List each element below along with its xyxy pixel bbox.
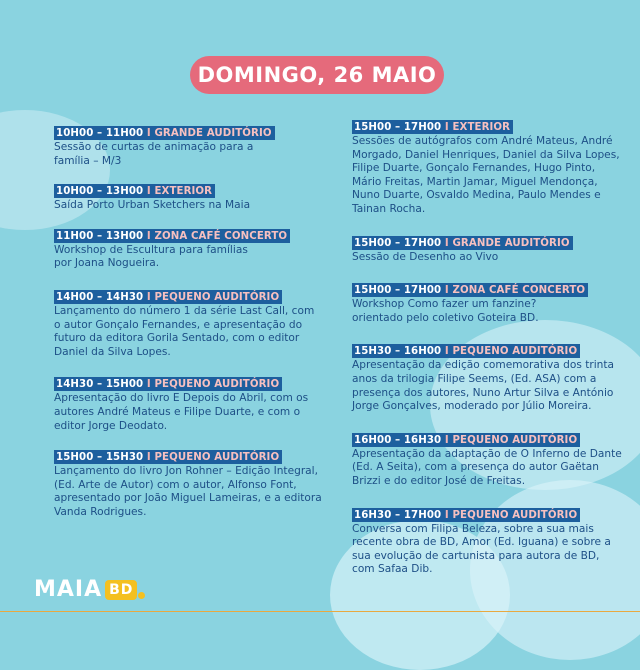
event-place: ZONA CAFÉ CONCERTO bbox=[154, 230, 288, 242]
event-time: 10H00 – 13H00 bbox=[56, 186, 144, 198]
event-item bbox=[54, 179, 324, 213]
event-item bbox=[352, 503, 622, 577]
event-time: 15H30 – 16H00 bbox=[354, 346, 442, 358]
event-heading bbox=[54, 450, 282, 464]
event-description: Apresentação da edição comemorativa dos trinta anos da trilogia Filipe Seems, (Ed. ASA) com a presença dos autores, Nuno Artur Silva e António Jorge Gonçalves, moderado por Júlio Moreira. bbox=[352, 359, 615, 413]
event-description: Lançamento do livro Jon Rohner – Edição Integral, (Ed. Arte de Autor) com o autor, Alfonso Font, apresentado por João Miguel Lameiras, e a editora Vanda Rodrigues. bbox=[54, 465, 322, 518]
event-description: Sessão de curtas de animação para a família – M/3 bbox=[54, 141, 254, 167]
event-description: Workshop de Escultura para famílias por Joana Nogueira. bbox=[54, 243, 248, 270]
page-title: DOMINGO, 26 MAIO bbox=[190, 56, 444, 94]
event-item bbox=[352, 428, 622, 489]
logo-badge: BD bbox=[105, 580, 137, 600]
event-heading bbox=[352, 344, 580, 358]
event-separator: I bbox=[444, 346, 449, 358]
event-heading bbox=[54, 377, 282, 391]
event-description: Lançamento do número 1 da série Last Call, com o autor Gonçalo Fernandes, e apresentação do futuro da editora Gorila Sentado, com o editor Daniel da Silva Lopes. bbox=[54, 304, 315, 358]
logo-dot-icon bbox=[138, 592, 145, 599]
event-time: 15H00 – 17H00 bbox=[354, 237, 442, 249]
event-item bbox=[352, 339, 622, 413]
event-separator: I bbox=[444, 237, 449, 249]
event-item bbox=[54, 285, 324, 359]
event-description: Workshop Como fazer um fanzine? orientado pelo coletivo Goteira BD. bbox=[352, 298, 539, 324]
event-place: PEQUENO AUDITÓRIO bbox=[452, 509, 578, 521]
event-description: Saída Porto Urban Sketchers na Maia bbox=[54, 199, 251, 212]
event-separator: I bbox=[146, 186, 151, 198]
event-time: 16H30 – 17H00 bbox=[354, 509, 442, 521]
event-time: 10H00 – 11H00 bbox=[56, 128, 144, 139]
event-place: ZONA CAFÉ CONCERTO bbox=[452, 285, 586, 297]
event-separator: I bbox=[146, 128, 151, 139]
event-separator: I bbox=[146, 291, 151, 303]
event-separator: I bbox=[444, 434, 449, 446]
event-time: 16H00 – 16H30 bbox=[354, 434, 442, 446]
event-time: 15H00 – 17H00 bbox=[354, 122, 442, 133]
event-heading bbox=[352, 433, 580, 447]
event-place: PEQUENO AUDITÓRIO bbox=[154, 379, 280, 391]
event-heading bbox=[54, 184, 215, 198]
event-item bbox=[54, 121, 324, 168]
event-heading bbox=[352, 120, 513, 134]
event-heading bbox=[54, 290, 282, 304]
event-place: PEQUENO AUDITÓRIO bbox=[452, 346, 578, 358]
event-item bbox=[352, 278, 622, 325]
maia-bd-logo bbox=[34, 577, 145, 602]
event-time: 15H00 – 17H00 bbox=[354, 285, 442, 297]
event-item bbox=[54, 224, 324, 271]
event-separator: I bbox=[146, 230, 151, 242]
event-description: Sessão de Desenho ao Vivo bbox=[352, 250, 499, 263]
bottom-divider bbox=[0, 611, 640, 612]
event-place: EXTERIOR bbox=[452, 122, 511, 133]
event-time: 15H00 – 15H30 bbox=[56, 452, 144, 464]
event-description: Sessões de autógrafos com André Mateus, André Morgado, Daniel Henriques, Daniel da Silva Lopes, Filipe Duarte, Gonçalo Fernandes, Hugo Pinto, Mário Freitas, Martin Jamar, Miguel Mendonça, Nuno Duarte, Osvaldo Medina, Paulo Mendes e Tainan Rocha. bbox=[352, 135, 620, 215]
event-heading bbox=[352, 236, 573, 250]
event-description: Conversa com Filipa Beleza, sobre a sua mais recente obra de BD, Amor (Ed. Iguana) e sobre a sua evolução de cartunista para autora de BD, com Safaa Dib. bbox=[352, 522, 611, 576]
event-separator: I bbox=[444, 285, 449, 297]
event-separator: I bbox=[444, 122, 449, 133]
event-separator: I bbox=[444, 509, 449, 521]
event-heading bbox=[352, 283, 588, 297]
event-item bbox=[352, 231, 622, 265]
event-place: PEQUENO AUDITÓRIO bbox=[154, 291, 280, 303]
event-place: PEQUENO AUDITÓRIO bbox=[154, 452, 280, 464]
event-item bbox=[352, 115, 622, 217]
event-item bbox=[54, 372, 324, 433]
event-heading bbox=[54, 229, 290, 243]
event-heading bbox=[54, 126, 275, 140]
event-separator: I bbox=[146, 452, 151, 464]
event-place: GRANDE AUDITÓRIO bbox=[154, 128, 272, 139]
event-time: 11H00 – 13H00 bbox=[56, 230, 144, 242]
event-item bbox=[54, 445, 324, 519]
schedule-column-right bbox=[352, 115, 622, 589]
event-description: Apresentação da adaptação de O Inferno de Dante (Ed. A Seita), com a presença do autor Gaëtan Brizzi e do editor José de Freitas. bbox=[352, 447, 622, 487]
event-place: GRANDE AUDITÓRIO bbox=[452, 237, 570, 249]
event-place: PEQUENO AUDITÓRIO bbox=[452, 434, 578, 446]
event-time: 14H30 – 15H00 bbox=[56, 379, 144, 391]
event-separator: I bbox=[146, 379, 151, 391]
event-heading bbox=[352, 508, 580, 522]
event-time: 14H00 – 14H30 bbox=[56, 291, 144, 303]
logo-text: MAIA bbox=[34, 577, 103, 602]
event-description: Apresentação do livro E Depois do Abril, com os autores André Mateus e Filipe Duarte, e com o editor Jorge Deodato. bbox=[54, 392, 309, 432]
event-place: EXTERIOR bbox=[154, 186, 213, 198]
schedule-column-left bbox=[54, 121, 324, 532]
